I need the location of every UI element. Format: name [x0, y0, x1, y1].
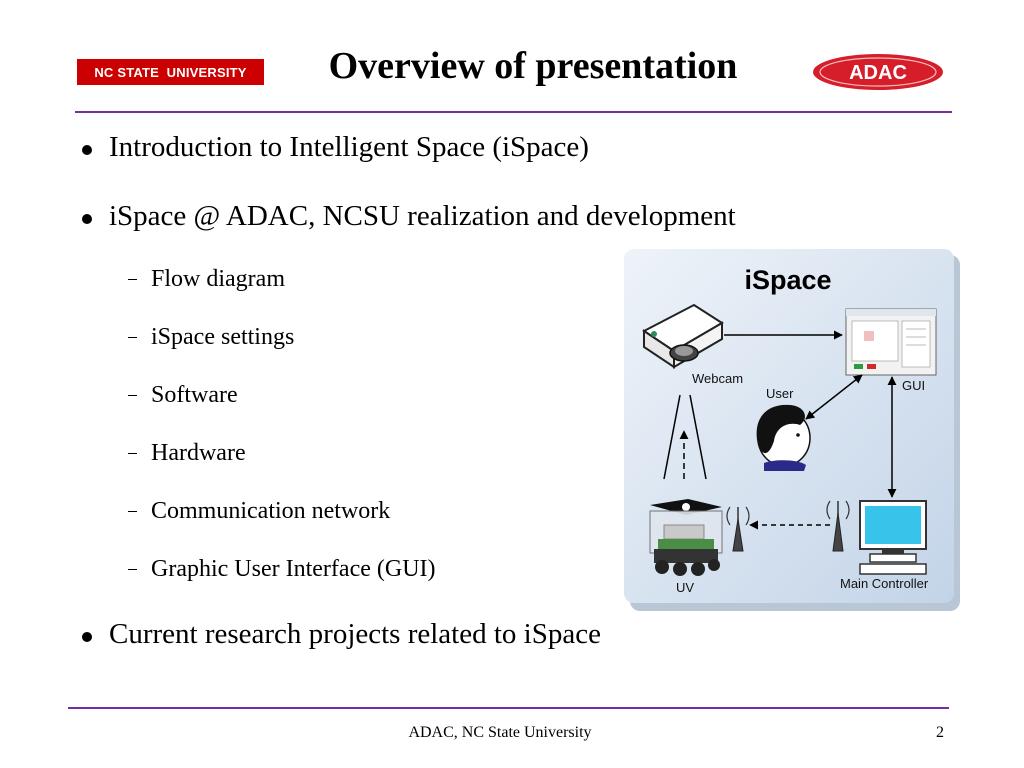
sub-item-text: iSpace settings	[151, 324, 295, 350]
sub-item-text: Hardware	[151, 440, 246, 466]
bullet-text: iSpace @ ADAC, NCSU realization and development	[109, 200, 736, 232]
bullet-dot	[82, 632, 92, 642]
bullet-dot	[82, 214, 92, 224]
sub-item-text: Software	[151, 382, 238, 408]
uv-label: UV	[676, 580, 695, 595]
bullet-text: Introduction to Intelligent Space (iSpace)	[109, 131, 589, 163]
adac-logo	[812, 53, 944, 91]
main-controller-label: Main Controller	[840, 576, 929, 591]
sub-item	[128, 440, 246, 467]
bullet-item	[82, 200, 736, 233]
sub-item	[128, 382, 238, 409]
gui-window-icon	[846, 309, 936, 375]
dash-marker	[128, 279, 137, 280]
bullet-item	[82, 131, 589, 164]
sub-item	[128, 324, 294, 351]
slide-title: Overview of presentation	[328, 45, 738, 87]
ncsu-logo: NC STATE UNIVERSITY	[77, 59, 264, 85]
sub-item	[128, 266, 285, 293]
bullet-dot	[82, 145, 92, 155]
header-rule	[75, 111, 952, 113]
dash-marker	[128, 337, 137, 338]
bullet-item	[82, 618, 601, 651]
dash-marker	[128, 395, 137, 396]
footer-text: ADAC, NC State University	[408, 724, 592, 741]
diagram-title: iSpace	[744, 265, 832, 295]
bullet-text: Current research projects related to iSpace	[109, 618, 601, 650]
sub-item-text: Communication network	[151, 498, 391, 524]
sub-item-text: Flow diagram	[151, 266, 285, 292]
page-number: 2	[936, 724, 944, 741]
ispace-diagram	[624, 249, 960, 611]
footer-rule	[68, 707, 949, 709]
dash-marker	[128, 511, 137, 512]
dash-marker	[128, 453, 137, 454]
user-label: User	[766, 386, 794, 401]
adac-logo-text: ADAC	[849, 62, 907, 84]
dash-marker	[128, 569, 137, 570]
sub-item-text: Graphic User Interface (GUI)	[151, 556, 436, 582]
sub-item	[128, 498, 390, 525]
webcam-label: Webcam	[692, 371, 744, 386]
sub-item	[128, 556, 436, 583]
gui-label: GUI	[902, 378, 926, 393]
